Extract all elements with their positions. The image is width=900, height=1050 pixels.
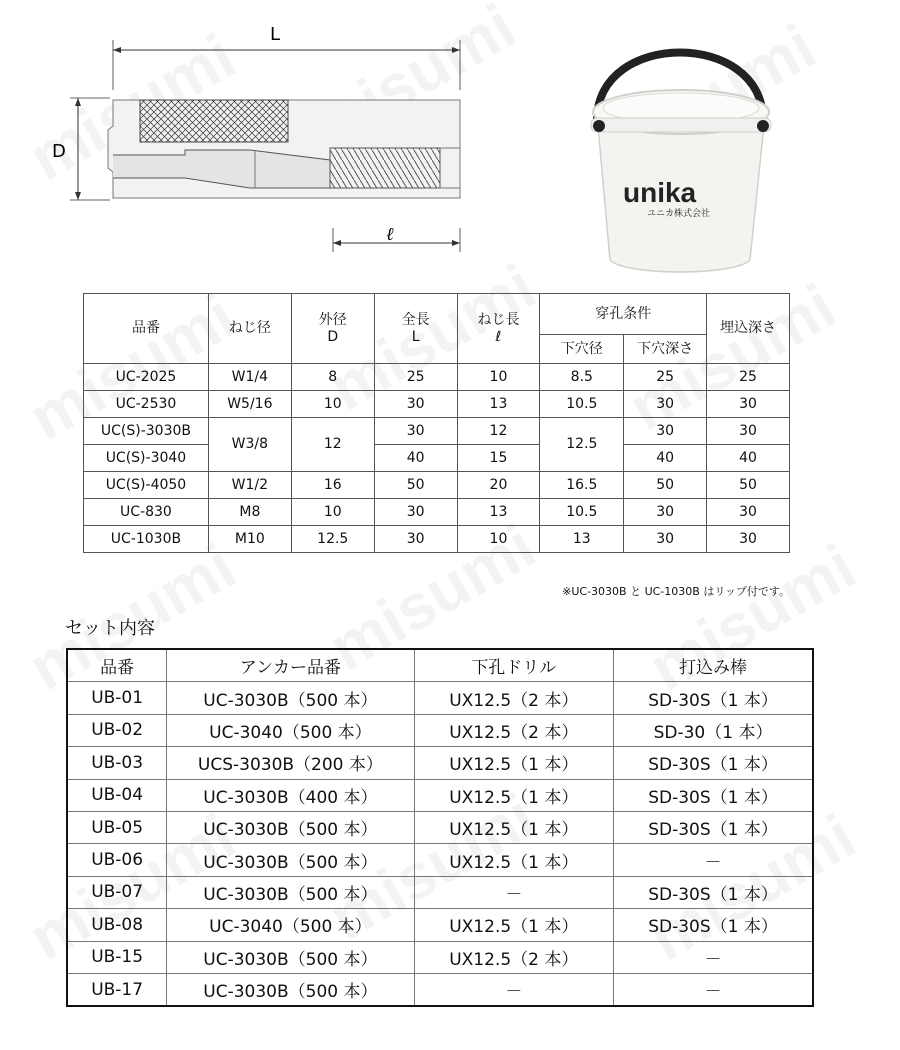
set-table-header xyxy=(67,649,813,682)
set-cell: UX12.5（2 本） xyxy=(414,941,614,973)
set-cell: UB-03 xyxy=(67,747,167,779)
set-header-cell: アンカー品番 xyxy=(167,649,414,682)
set-cell: UB-07 xyxy=(67,876,167,908)
set-cell: UC-3040（500 本） xyxy=(167,714,414,746)
anchor-diagram xyxy=(0,0,560,290)
set-cell: SD-30S（1 本） xyxy=(614,779,813,811)
set-cell: UCS-3030B（200 本） xyxy=(167,747,414,779)
table-row xyxy=(67,682,813,714)
table-row: UC-2530 W5/16 10 30 13 10.5 30 30 xyxy=(84,391,790,418)
table-row: UC(S)-4050 W1/2 16 50 20 16.5 50 50 xyxy=(84,472,790,499)
spec-table xyxy=(83,293,790,553)
table-row xyxy=(67,779,813,811)
header-part: 品番 xyxy=(84,294,209,364)
set-cell: SD-30S（1 本） xyxy=(614,682,813,714)
set-cell: UX12.5（2 本） xyxy=(414,714,614,746)
set-cell: SD-30S（1 本） xyxy=(614,747,813,779)
table-row xyxy=(67,941,813,973)
brand-logo: unika xyxy=(623,177,697,208)
table-row xyxy=(67,811,813,843)
header-drill-cond: 穿孔条件 xyxy=(540,294,707,335)
table-row: UC-1030B M10 12.5 30 10 13 30 30 xyxy=(84,526,790,553)
table-row: UC(S)-3040 40 15 40 40 xyxy=(84,445,790,472)
header-embed: 埋込深さ xyxy=(707,294,790,364)
header-drill-depth: 下穴深さ xyxy=(624,335,707,364)
set-cell: SD-30（1 本） xyxy=(614,714,813,746)
set-cell: － xyxy=(414,973,614,1006)
set-cell: UB-04 xyxy=(67,779,167,811)
set-section-title: セット内容 xyxy=(65,618,155,639)
set-cell: UB-15 xyxy=(67,941,167,973)
table-row: UC(S)-3030B W3/8 12 30 12 12.5 30 30 xyxy=(84,418,790,445)
set-cell: UB-08 xyxy=(67,909,167,941)
set-cell: UB-06 xyxy=(67,844,167,876)
table-row xyxy=(67,714,813,746)
set-cell: UX12.5（1 本） xyxy=(414,811,614,843)
header-thread: ねじ径 xyxy=(208,294,291,364)
bucket-image xyxy=(575,30,785,280)
set-cell: UX12.5（1 本） xyxy=(414,909,614,941)
table-row xyxy=(67,973,813,1006)
table-row xyxy=(67,909,813,941)
set-header-cell: 下孔ドリル xyxy=(414,649,614,682)
set-cell: UB-02 xyxy=(67,714,167,746)
set-cell: SD-30S（1 本） xyxy=(614,811,813,843)
table-row xyxy=(67,844,813,876)
set-cell: UB-17 xyxy=(67,973,167,1006)
set-cell: UC-3030B（400 本） xyxy=(167,779,414,811)
header-od: 外径 D xyxy=(291,294,374,364)
set-table xyxy=(66,648,814,1007)
set-cell: － xyxy=(614,941,813,973)
knurl-section xyxy=(140,100,288,142)
table-row xyxy=(67,876,813,908)
label-l: ℓ xyxy=(386,224,394,245)
set-cell: UC-3030B（500 本） xyxy=(167,844,414,876)
table-row: UC-2025 W1/4 8 25 10 8.5 25 25 xyxy=(84,364,790,391)
header-thread-len: ねじ長 ℓ xyxy=(457,294,540,364)
header-drill-dia: 下穴径 xyxy=(540,335,624,364)
set-cell: SD-30S（1 本） xyxy=(614,909,813,941)
label-D: D xyxy=(52,141,66,162)
set-cell: － xyxy=(614,844,813,876)
set-header-cell: 品番 xyxy=(100,658,135,679)
set-cell: SD-30S（1 本） xyxy=(614,876,813,908)
set-cell: UC-3030B（500 本） xyxy=(167,941,414,973)
label-L: L xyxy=(270,24,281,45)
set-header-cell: 打込み棒 xyxy=(614,649,813,682)
set-cell: － xyxy=(414,876,614,908)
set-cell: UX12.5（1 本） xyxy=(414,779,614,811)
brand-subtitle: ユニカ株式会社 xyxy=(647,209,711,219)
set-cell: UC-3030B（500 本） xyxy=(167,682,414,714)
thread-section xyxy=(330,148,440,188)
table-row: UC-830 M8 10 30 13 10.5 30 30 xyxy=(84,499,790,526)
table-row xyxy=(67,747,813,779)
set-cell: UC-3030B（500 本） xyxy=(167,811,414,843)
set-cell: UX12.5（1 本） xyxy=(414,844,614,876)
set-cell: UC-3040（500 本） xyxy=(167,909,414,941)
set-cell: UC-3030B（500 本） xyxy=(167,876,414,908)
set-cell: UB-05 xyxy=(67,811,167,843)
set-cell: UB-01 xyxy=(67,682,167,714)
set-cell: UX12.5（1 本） xyxy=(414,747,614,779)
set-cell: UX12.5（2 本） xyxy=(414,682,614,714)
lip-note: ※UC-3030B と UC-1030B はリップ付です。 xyxy=(562,585,790,598)
set-cell: UC-3030B（500 本） xyxy=(167,973,414,1006)
header-length: 全長 L xyxy=(374,294,457,364)
set-cell: － xyxy=(614,973,813,1006)
